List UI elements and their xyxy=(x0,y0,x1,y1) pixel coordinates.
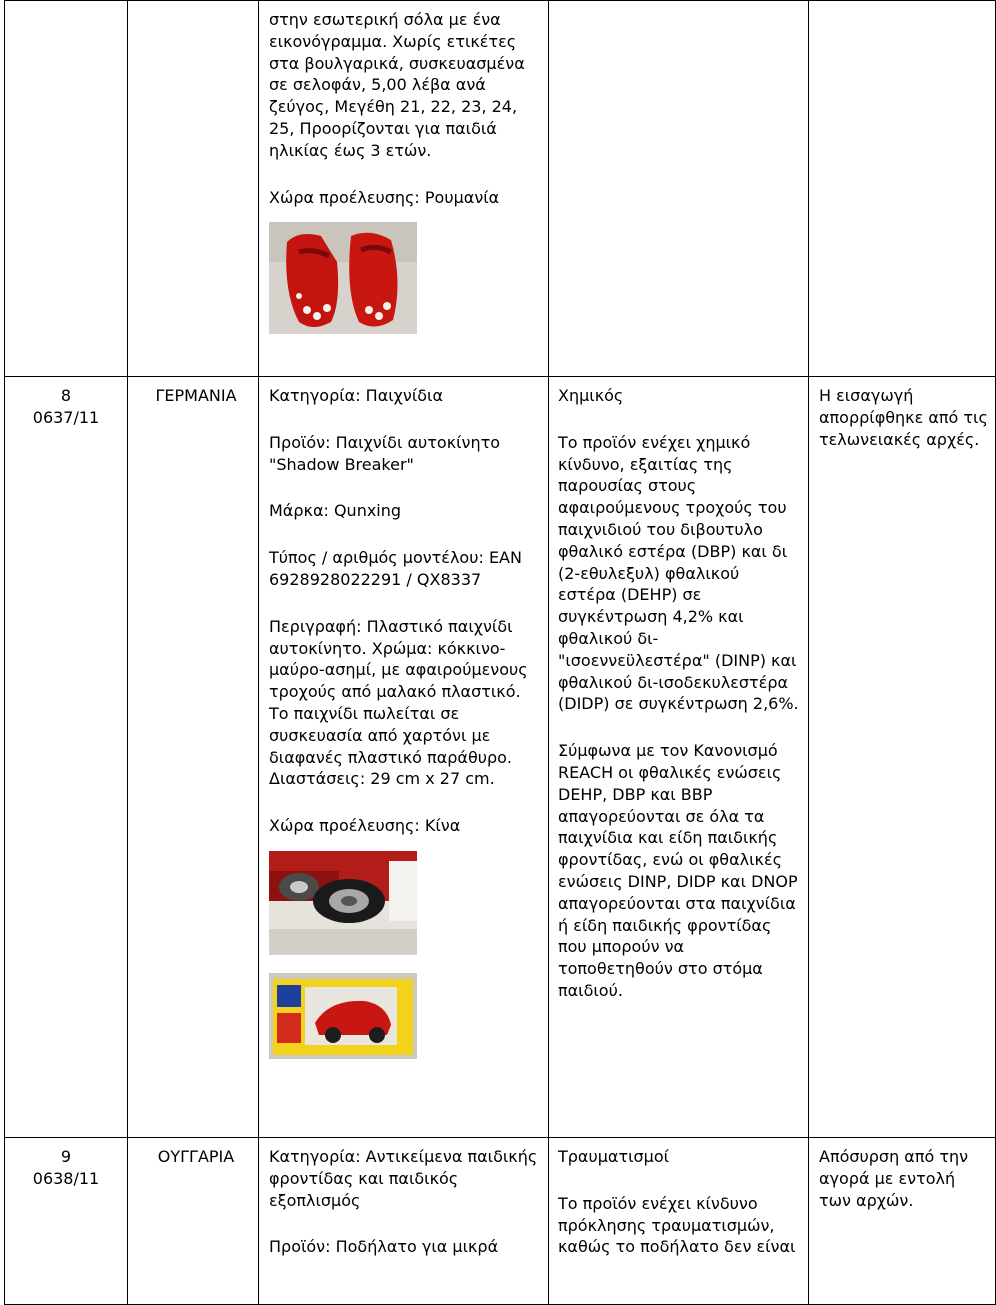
number-cell xyxy=(5,1138,128,1305)
product-origin: Χώρα προέλευσης: Κίνα xyxy=(269,816,461,836)
notifications-table xyxy=(4,0,996,1305)
product-category: Κατηγορία: Αντικείμενα παιδικής φροντίδας και παιδικός εξοπλισμός xyxy=(269,1147,538,1210)
table-row xyxy=(5,377,996,1138)
product-cell xyxy=(259,1138,549,1305)
toy-car-box-photo xyxy=(269,973,417,1059)
product-cell xyxy=(259,377,549,1138)
red-shoes-photo xyxy=(269,222,417,334)
product-description: στην εσωτερική σόλα με ένα εικονόγραμμα. Χωρίς ετικέτες στα βουλγαρικά, συσκευασμένα σε σελοφάν, 5,00 λέβα ανά ζεύγος, Μεγέθη 21, 22, 23, 24, 25, Προορίζονται για παιδιά ηλικίας έως 3 ετών. xyxy=(269,10,525,160)
risk-cell xyxy=(549,1,809,377)
product-cell xyxy=(259,1,549,377)
product-name: Προϊόν: Παιχνίδι αυτοκίνητο "Shadow Breaker" xyxy=(269,432,501,474)
country: ΓΕΡΜΑΝΙΑ xyxy=(155,386,237,405)
product-description: Περιγραφή: Πλαστικό παιχνίδι αυτοκίνητο. Χρώμα: κόκκινο-μαύρο-ασημί, με αφαιρούμενους τροχούς από μαλακό πλαστικό. Το παιχνίδι πωλείται σε συσκευασία από χαρτόνι με διαφανές πλαστικό παράθυρο. Διαστάσεις: 29 cm x 27 cm. xyxy=(269,616,528,789)
country-cell xyxy=(128,377,259,1138)
measures-text: Η εισαγωγή απορρίφθηκε από τις τελωνειακές αρχές. xyxy=(819,386,988,449)
risk-regulation: Σύμφωνα με τον Κανονισμό REACH οι φθαλικές ενώσεις DEHP, DBP και BBP απαγορεύονται σε όλα τα παιχνίδια και είδη παιδικής φροντίδας, ενώ οι φθαλικές ενώσεις DINP, DIDP και DNOP απαγορεύονται στα παιχνίδια ή είδη παιδικής φροντίδας που μπορούν να τοποθετηθούν στο στόμα παιδιού. xyxy=(558,741,798,1000)
country-cell xyxy=(128,1138,259,1305)
risk-type: Τραυματισμοί xyxy=(558,1147,670,1166)
table-row xyxy=(5,1,996,377)
number-cell xyxy=(5,377,128,1138)
risk-cell xyxy=(549,377,809,1138)
measures-text: Απόσυρση από την αγορά με εντολή των αρχών. xyxy=(819,1147,969,1210)
country: ΟΥΓΓΑΡΙΑ xyxy=(157,1147,235,1166)
row-number: 8 xyxy=(60,386,72,405)
risk-description: Το προϊόν ενέχει κίνδυνο πρόκλησης τραυματισμών, καθώς το ποδήλατο δεν είναι xyxy=(558,1193,796,1257)
risk-cell xyxy=(549,1138,809,1305)
number-cell xyxy=(5,1,128,377)
table-row xyxy=(5,1138,996,1305)
measures-cell xyxy=(809,377,996,1138)
toy-car-wheel-photo xyxy=(269,851,417,955)
product-model: Τύπος / αριθμός μοντέλου: EAN 6928928022291 / QX8337 xyxy=(269,548,522,589)
product-brand: Μάρκα: Qunxing xyxy=(269,501,402,521)
measures-cell xyxy=(809,1,996,377)
record-id: 0637/11 xyxy=(32,407,100,427)
product-name: Προϊόν: Ποδήλατο για μικρά xyxy=(269,1237,499,1257)
country-cell xyxy=(128,1,259,377)
risk-type: Χημικός xyxy=(558,386,624,405)
row-number: 9 xyxy=(60,1147,72,1166)
risk-description: Το προϊόν ενέχει χημικό κίνδυνο, εξαιτίας της παρουσίας στους αφαιρούμενους τροχούς του παιχνιδιού του διβουτυλο φθαλικό εστέρα (DBP) και δι (2-εθυλεξυλ) φθαλικού εστέρα (DEHP) σε συγκέντρωση 4,2% και φθαλικού δι-"ισοεννεϋλεστέρα" (DINP) και φθαλικού δι-ισοδεκυλεστέρα (DIDP) σε συγκέντρωση 2,6%. xyxy=(558,432,799,714)
measures-cell xyxy=(809,1138,996,1305)
product-origin: Χώρα προέλευσης: Ρουμανία xyxy=(269,187,500,207)
product-category: Κατηγορία: Παιχνίδια xyxy=(269,386,443,405)
record-id: 0638/11 xyxy=(32,1168,100,1188)
